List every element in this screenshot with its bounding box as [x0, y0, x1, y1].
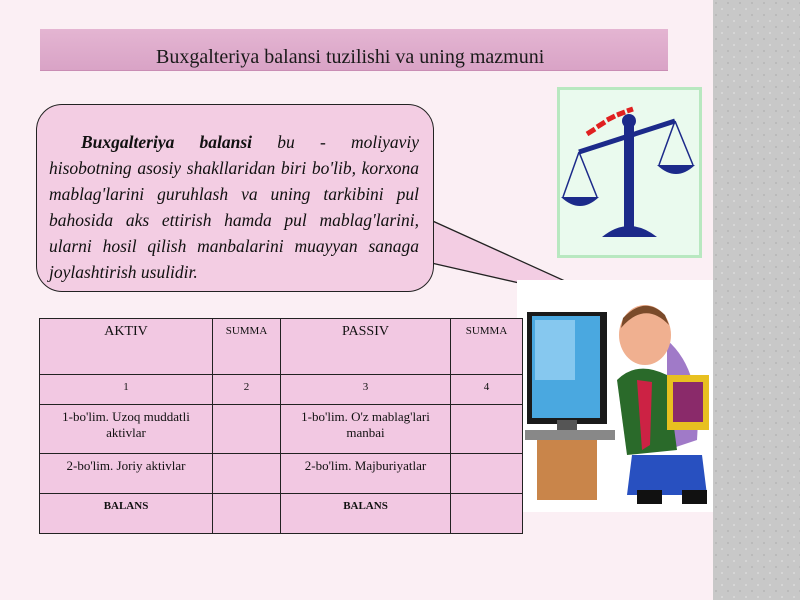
table-cell: [451, 454, 523, 494]
balance-scale-image: [557, 87, 702, 258]
number-cell: 4: [451, 375, 523, 405]
table-number-row: [40, 375, 523, 405]
header-passiv: PASSIV: [281, 319, 451, 375]
total-cell-aktiv: BALANS: [40, 494, 213, 534]
slide-title: Buxgalteriya balansi tuzilishi va uning mazmuni: [156, 46, 545, 68]
header-aktiv: AKTIV: [40, 319, 213, 375]
header-summa-1: SUMMA: [213, 319, 281, 375]
callout-pointer-joint: [420, 220, 433, 261]
definition-body: bu - moliyaviy hisobotning asosiy shakllaridan biri bo'lib, korxona mablag'larini guruhlash va uning tarkibini pul bahosida aks ettirish hamda pul mablag'larini, ularni hosil qilish manbalarini muayyan sanaga joylashtirish usulidir.: [49, 132, 420, 282]
number-cell: 1: [40, 375, 213, 405]
total-cell-passiv: BALANS: [281, 494, 451, 534]
table-row: [40, 454, 523, 494]
table-cell: 1-bo'lim. O'z mablag'lari manbai: [281, 405, 451, 454]
definition-callout: [36, 104, 434, 292]
table-cell: 2-bo'lim. Joriy aktivlar: [40, 454, 213, 494]
definition-text: [49, 129, 419, 285]
businessman-image: [517, 280, 713, 512]
table-cell: [213, 454, 281, 494]
table-cell: [213, 494, 281, 534]
number-cell: 2: [213, 375, 281, 405]
table-header-row: [40, 319, 523, 375]
table-cell: 2-bo'lim. Majburiyatlar: [281, 454, 451, 494]
definition-term: Buxgalteriya balansi: [81, 132, 253, 152]
number-cell: 3: [281, 375, 451, 405]
table-cell: 1-bo'lim. Uzoq muddatli aktivlar: [40, 405, 213, 454]
table-row: [40, 405, 523, 454]
table-cell: [451, 405, 523, 454]
header-summa-2: SUMMA: [451, 319, 523, 375]
table-total-row: [40, 494, 523, 534]
balance-table: [39, 318, 523, 534]
table-cell: [451, 494, 523, 534]
table-cell: [213, 405, 281, 454]
